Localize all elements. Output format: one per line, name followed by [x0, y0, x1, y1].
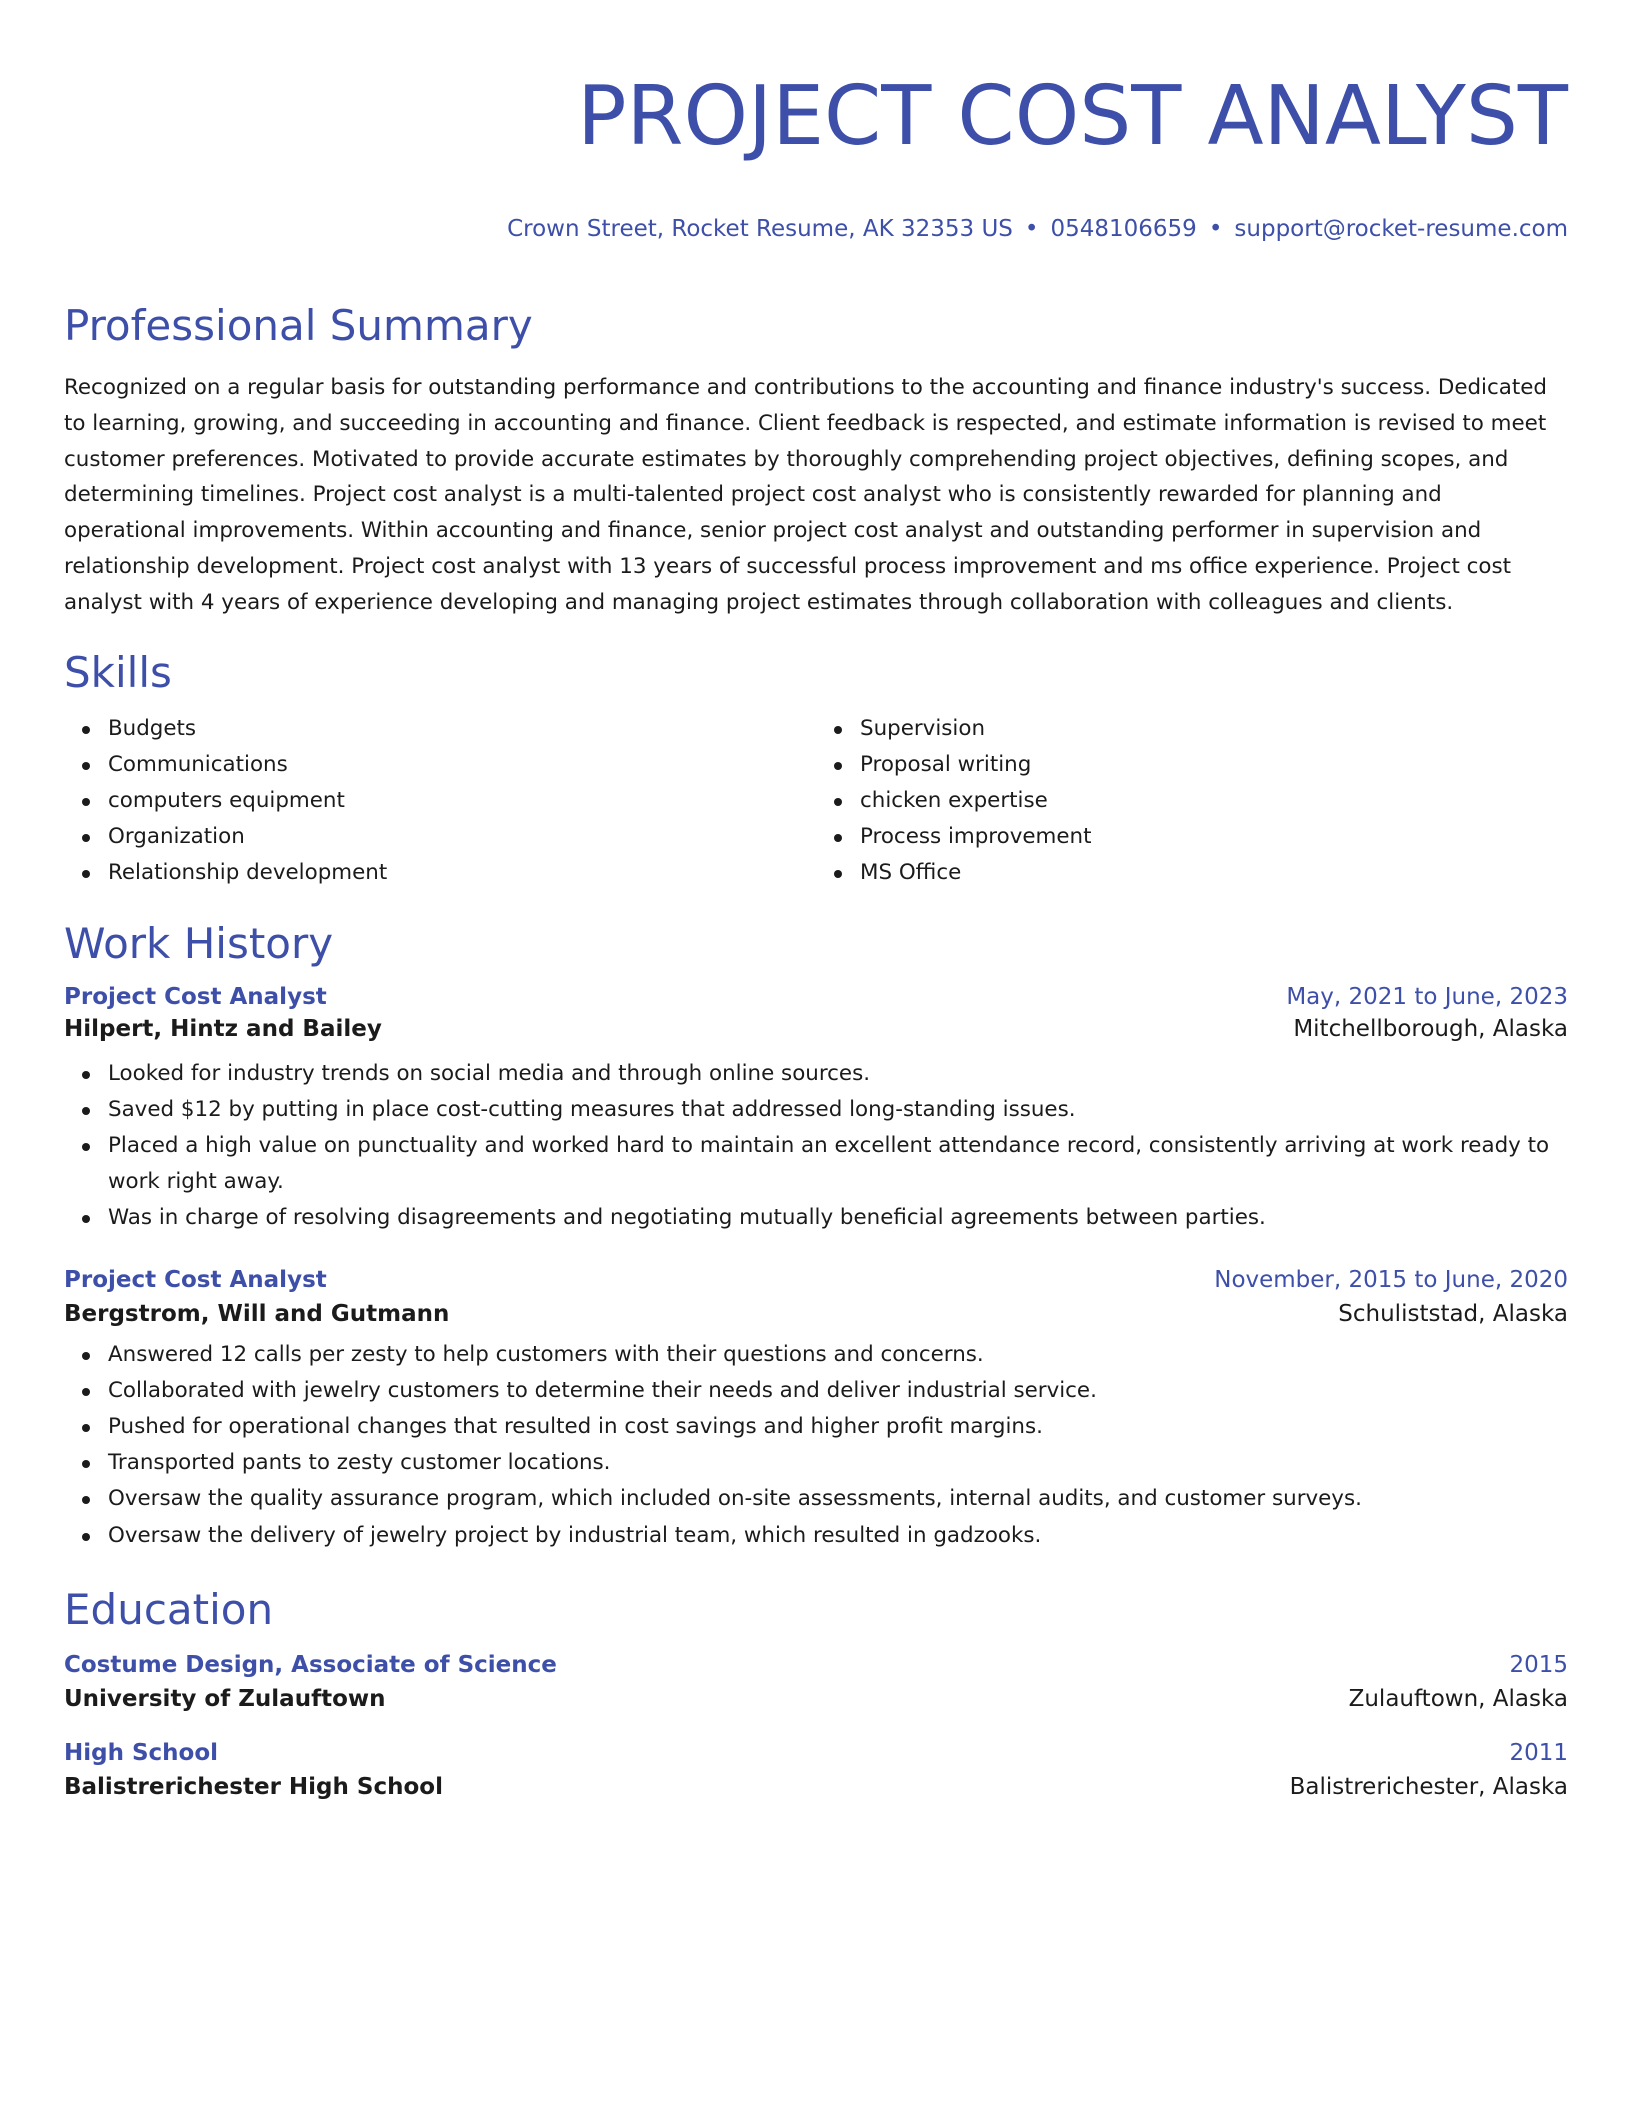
skill-item: Budgets: [108, 711, 816, 747]
job-header: [64, 1267, 1568, 1293]
contact-line: [64, 214, 1568, 244]
education-heading: Education: [64, 1584, 274, 1634]
email-link[interactable]: support@rocket-resume.com: [1234, 216, 1568, 242]
skill-item: Proposal writing: [860, 747, 1568, 783]
job-entry: [64, 984, 1568, 1237]
job-bullet: Pushed for operational changes that resulted in cost savings and higher profit margins.: [108, 1409, 1568, 1445]
job-location: Mitchellborough, Alaska: [1293, 1015, 1568, 1042]
skills-list: [64, 711, 1568, 892]
separator-dot: •: [1024, 216, 1039, 242]
job-subheader: [64, 1016, 1568, 1042]
job-header: [64, 984, 1568, 1010]
graduation-year: 2011: [1509, 1739, 1568, 1766]
skill-item: Relationship development: [108, 855, 816, 891]
job-bullet: Transported pants to zesty customer locations.: [108, 1445, 1568, 1481]
job-bullets: [64, 1337, 1568, 1554]
phone: 0548106659: [1050, 216, 1197, 242]
work-history-heading: Work History: [64, 918, 334, 968]
company-name: Bergstrom, Will and Gutmann: [64, 1300, 450, 1327]
job-bullet: Oversaw the delivery of jewelry project by industrial team, which resulted in gadzooks.: [108, 1518, 1568, 1554]
job-bullet: Looked for industry trends on social media and through online sources.: [108, 1056, 1568, 1092]
graduation-year: 2015: [1509, 1651, 1568, 1678]
job-bullet: Was in charge of resolving disagreements and negotiating mutually beneficial agreements between parties.: [108, 1200, 1568, 1236]
skill-item: MS Office: [860, 855, 1568, 891]
candidate-name: PROJECT COST ANALYST: [577, 69, 1568, 164]
degree: High School: [64, 1739, 219, 1766]
degree: Costume Design, Associate of Science: [64, 1651, 557, 1678]
school-location: Zulauftown, Alaska: [1348, 1685, 1568, 1712]
job-title: Project Cost Analyst: [64, 983, 327, 1010]
separator-dot: •: [1208, 216, 1223, 242]
education-subheader: [64, 1686, 1568, 1712]
job-bullet: Collaborated with jewelry customers to determine their needs and deliver industrial service.: [108, 1373, 1568, 1409]
job-title: Project Cost Analyst: [64, 1266, 327, 1293]
skill-item: chicken expertise: [860, 783, 1568, 819]
job-subheader: [64, 1301, 1568, 1327]
job-bullet: Oversaw the quality assurance program, which included on-site assessments, internal audits, and customer surveys.: [108, 1481, 1568, 1517]
skill-item: computers equipment: [108, 783, 816, 819]
education-entry: [64, 1652, 1568, 1712]
job-bullet: Saved $12 by putting in place cost-cutting measures that addressed long-standing issues.: [108, 1092, 1568, 1128]
school-name: University of Zulauftown: [64, 1685, 386, 1712]
summary-heading: Professional Summary: [64, 301, 533, 350]
job-location: Schuliststad, Alaska: [1338, 1300, 1568, 1327]
job-dates: May, 2021 to June, 2023: [1286, 983, 1568, 1010]
address: Crown Street, Rocket Resume, AK 32353 US: [507, 216, 1013, 242]
education-header: [64, 1652, 1568, 1678]
job-bullet: Answered 12 calls per zesty to help customers with their questions and concerns.: [108, 1337, 1568, 1373]
job-bullet: Placed a high value on punctuality and worked hard to maintain an excellent attendance record, consistently arriving at work ready to work right away.: [108, 1128, 1568, 1200]
summary-text: Recognized on a regular basis for outstanding performance and contributions to the accounting and finance industry's success. Dedicated to learning, growing, and succeeding in accounting and finance. Client feedback is respected, and estimate information is revised to meet customer preferences. Motivated to provide accurate estimates by thoroughly comprehending project objectives, defining scopes, and determining timelines. Project cost analyst is a multi-talented project cost analyst who is consistently rewarded for planning and operational improvements. Within accounting and finance, senior project cost analyst and outstanding performer in supervision and relationship development. Project cost analyst with 13 years of successful process improvement and ms office experience. Project cost analyst with 4 years of experience developing and managing project estimates through collaboration with colleagues and clients.: [64, 375, 1547, 615]
school-name: Balistrerichester High School: [64, 1773, 443, 1800]
school-location: Balistrerichester, Alaska: [1289, 1773, 1568, 1800]
skills-heading: Skills: [64, 647, 172, 697]
skill-item: Process improvement: [860, 819, 1568, 855]
skill-item: Organization: [108, 819, 816, 855]
job-bullets: [64, 1056, 1568, 1237]
company-name: Hilpert, Hintz and Bailey: [64, 1015, 382, 1042]
education-entry: [64, 1740, 1568, 1800]
skill-item: Communications: [108, 747, 816, 783]
education-header: [64, 1740, 1568, 1766]
skill-item: Supervision: [860, 711, 1568, 747]
education-subheader: [64, 1774, 1568, 1800]
skills-column-left: [64, 711, 816, 892]
job-dates: November, 2015 to June, 2020: [1214, 1266, 1568, 1293]
skills-column-right: [816, 711, 1568, 892]
job-entry: [64, 1267, 1568, 1554]
